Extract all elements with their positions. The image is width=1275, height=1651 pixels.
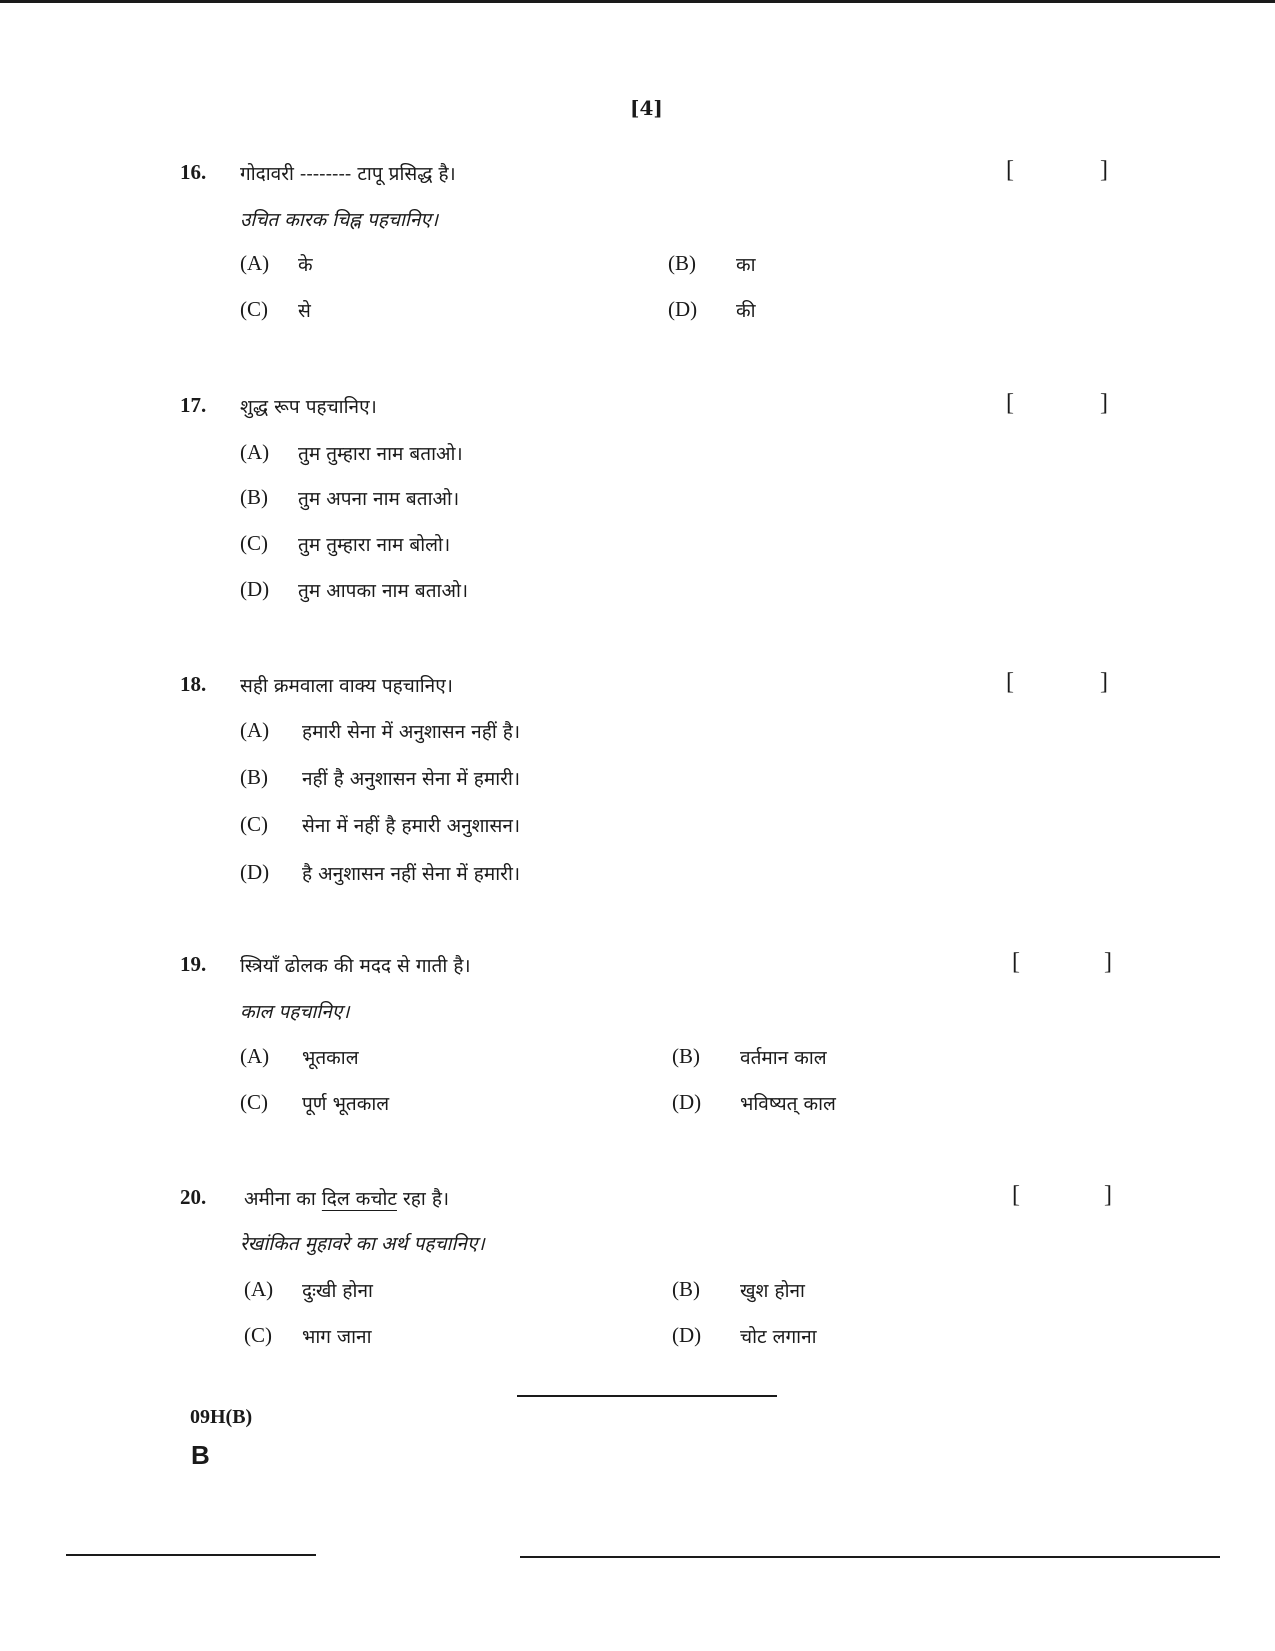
option-text: नहीं है अनुशासन सेना में हमारी। [302,768,521,790]
bottom-line-left [66,1554,316,1556]
option-label: (C) [240,812,268,836]
question-instruction: उचित कारक चिह्न पहचानिए। [240,209,439,231]
option-label: (A) [240,718,270,742]
option-label: (C) [240,531,268,555]
bottom-line-right [520,1556,1220,1558]
option-text: चोट लगाना [740,1326,817,1348]
option-label: (D) [668,297,698,321]
option-label: (A) [240,251,270,275]
question-text: स्त्रियाँ ढोलक की मदद से गाती है। [240,955,471,977]
question-text-before: अमीना का [244,1188,316,1210]
option-label: (B) [672,1044,700,1068]
option-label: (D) [240,860,270,884]
option-label: (B) [668,251,696,275]
underlined-idiom: दिल कचोट [321,1188,397,1210]
question-text-after: रहा है। [403,1188,450,1210]
question-number: 19. [180,952,207,976]
question-instruction: रेखांकित मुहावरे का अर्थ पहचानिए। [240,1233,485,1255]
option-label: (B) [240,765,268,789]
answer-bracket-open: [ [1006,157,1014,183]
paper-code: 09H(B) [190,1406,253,1428]
option-label: (C) [240,1090,268,1114]
question-text: शुद्ध रूप पहचानिए। [240,396,377,418]
option-text: की [736,300,756,322]
answer-bracket-open: [ [1006,390,1014,416]
answer-bracket-close: ] [1104,949,1112,975]
question-text: सही क्रमवाला वाक्य पहचानिए। [240,675,453,697]
option-label: (A) [240,1044,270,1068]
option-text: से [298,300,311,322]
option-label: (B) [672,1277,700,1301]
option-label: (D) [672,1323,702,1347]
question-text [244,1185,449,1211]
option-text: के [298,254,313,276]
option-label: (B) [240,485,268,509]
option-label: (C) [244,1323,272,1347]
option-text: पूर्ण भूतकाल [302,1093,390,1115]
option-label: (C) [240,297,268,321]
option-text: तुम तुम्हारा नाम बोलो। [298,534,451,556]
answer-bracket-open: [ [1006,669,1014,695]
option-text: खुश होना [740,1280,805,1302]
question-number: 17. [180,393,207,417]
option-text: वर्तमान काल [740,1047,827,1069]
option-text: भविष्यत् काल [740,1093,836,1115]
answer-bracket-close: ] [1100,157,1108,183]
option-text: भूतकाल [302,1047,359,1069]
option-text: तुम तुम्हारा नाम बताओ। [298,443,463,465]
option-text: दुःखी होना [302,1280,373,1302]
option-text: सेना में नहीं है हमारी अनुशासन। [302,815,521,837]
answer-bracket-open: [ [1012,949,1020,975]
answer-bracket-open: [ [1012,1182,1020,1208]
question-number: 20. [180,1185,207,1209]
option-text: तुम आपका नाम बताओ। [298,580,469,602]
answer-bracket-close: ] [1100,390,1108,416]
option-label: (D) [240,577,270,601]
answer-bracket-close: ] [1100,669,1108,695]
set-mark: B [191,1440,210,1470]
answer-bracket-close: ] [1104,1182,1112,1208]
option-text: है अनुशासन नहीं सेना में हमारी। [302,863,521,885]
page-number: [4] [630,96,663,120]
top-border-line [0,0,1275,3]
question-text: गोदावरी -------- टापू प्रसिद्ध है। [240,163,456,185]
question-number: 18. [180,672,207,696]
option-text: भाग जाना [302,1326,372,1348]
question-instruction: काल पहचानिए। [240,1001,350,1023]
end-rule [517,1395,777,1397]
option-label: (A) [244,1277,274,1301]
option-text: तुम अपना नाम बताओ। [298,488,460,510]
option-text: का [736,254,756,276]
option-label: (A) [240,440,270,464]
option-label: (D) [672,1090,702,1114]
option-text: हमारी सेना में अनुशासन नहीं है। [302,721,521,743]
question-number: 16. [180,160,207,184]
